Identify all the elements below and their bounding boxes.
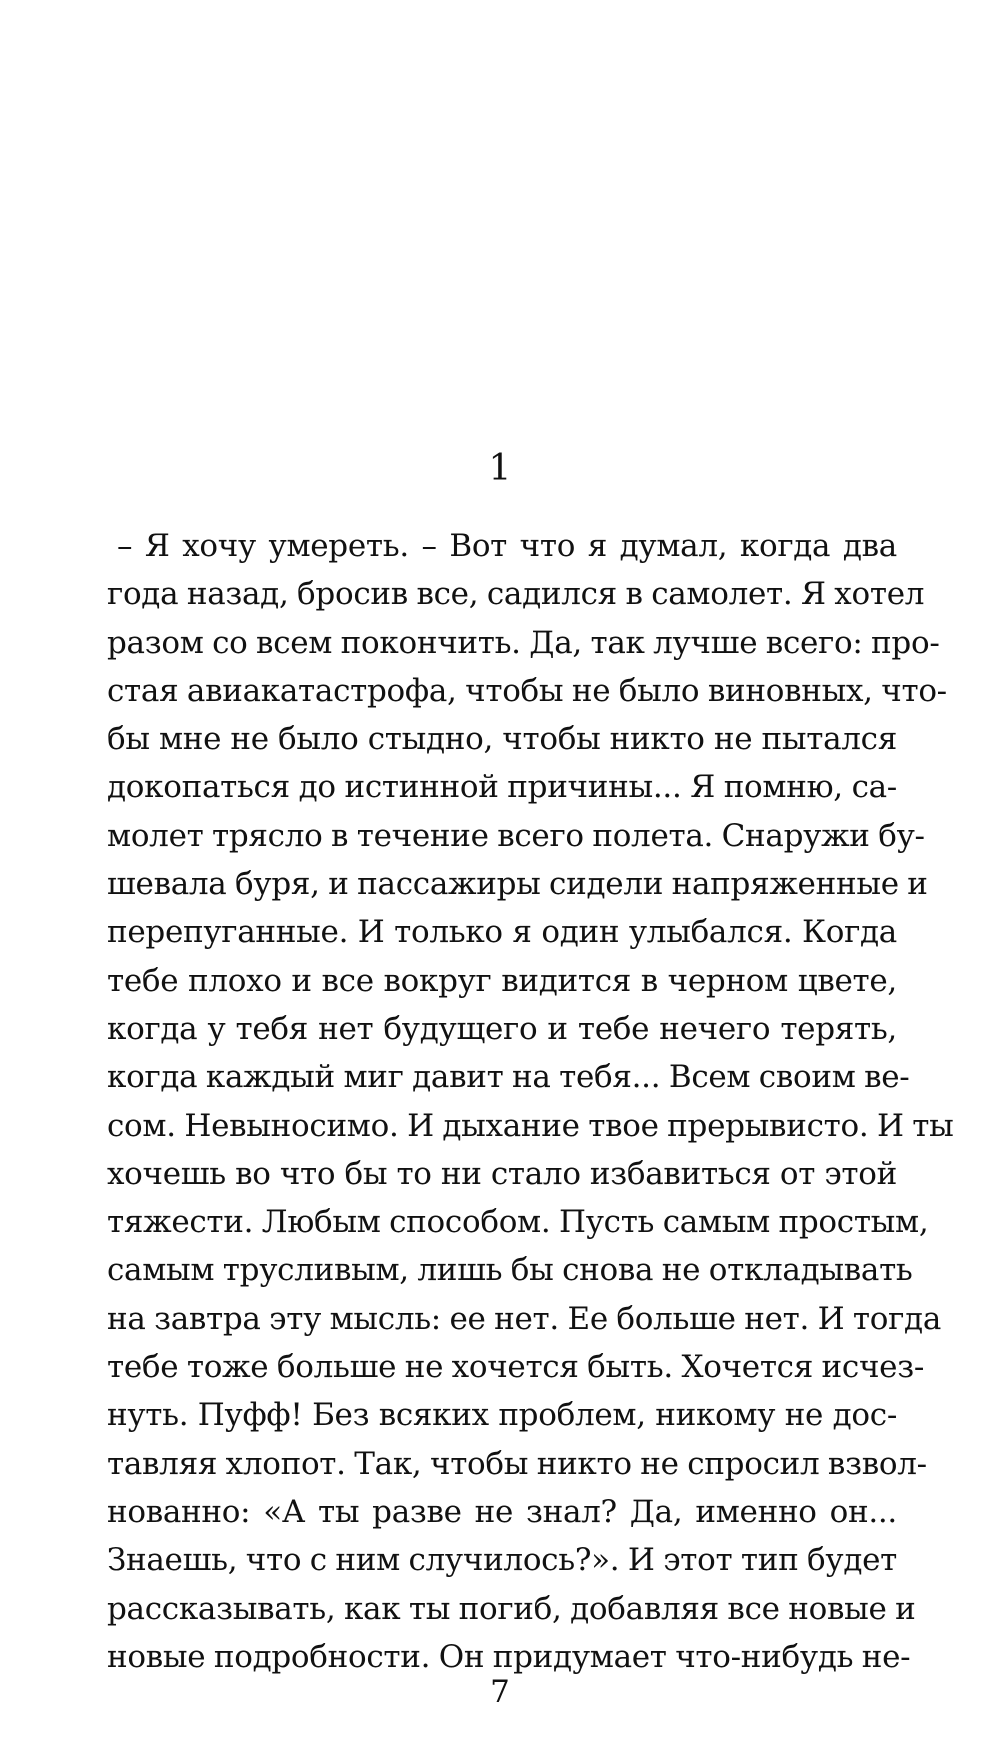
text-line: нуть. Пуфф! Без всяких проблем, никому не дос-: [107, 1397, 897, 1434]
body-text: [107, 522, 954, 1681]
text-line: – Я хочу умереть. – Вот что я думал, когда два: [117, 528, 897, 564]
text-line: нованно: «А ты разве не знал? Да, именно он...: [107, 1493, 897, 1530]
chapter-number: 1: [488, 448, 512, 489]
text-line: тебе плохо и все вокруг видится в черном цвете,: [107, 962, 897, 999]
text-line: на завтра эту мысль: ее нет. Ее больше нет. И тогда: [107, 1300, 942, 1337]
text-line: докопаться до истинной причины... Я помню, са-: [107, 769, 897, 806]
text-line: тавляя хлопот. Так, чтобы никто не спросил взвол-: [107, 1445, 927, 1482]
text-line: тебе тоже больше не хочется быть. Хочется исчез-: [107, 1349, 924, 1386]
page-number: 7: [490, 1674, 510, 1710]
text-line: молет трясло в течение всего полета. Снаружи бу-: [107, 817, 925, 854]
text-line: Знаешь, что с ним случилось?». И этот тип будет: [107, 1542, 898, 1579]
text-line: тяжести. Любым способом. Пусть самым простым,: [107, 1204, 929, 1241]
text-line: новые подробности. Он придумает что-нибудь не-: [107, 1638, 911, 1675]
text-line: рассказывать, как ты погиб, добавляя все новые и: [107, 1590, 916, 1627]
text-line: года назад, бросив все, садился в самолет. Я хотел: [107, 576, 925, 613]
text-line: шевала буря, и пассажиры сидели напряженные и: [107, 866, 928, 903]
text-line: самым трусливым, лишь бы снова не откладывать: [107, 1252, 913, 1289]
text-line: разом со всем покончить. Да, так лучше всего: про-: [107, 624, 940, 661]
text-line: стая авиакатастрофа, чтобы не было виновных, что-: [107, 672, 947, 709]
text-line: когда у тебя нет будущего и тебе нечего терять,: [107, 1010, 897, 1047]
text-line: бы мне не было стыдно, чтобы никто не пытался: [107, 721, 897, 758]
text-line: перепуганные. И только я один улыбался. Когда: [107, 914, 897, 951]
text-line: когда каждый миг давит на тебя... Всем своим ве-: [107, 1059, 910, 1096]
text-line: сом. Невыносимо. И дыхание твое прерывисто. И ты: [107, 1107, 954, 1144]
text-line: хочешь во что бы то ни стало избавиться от этой: [107, 1155, 897, 1192]
